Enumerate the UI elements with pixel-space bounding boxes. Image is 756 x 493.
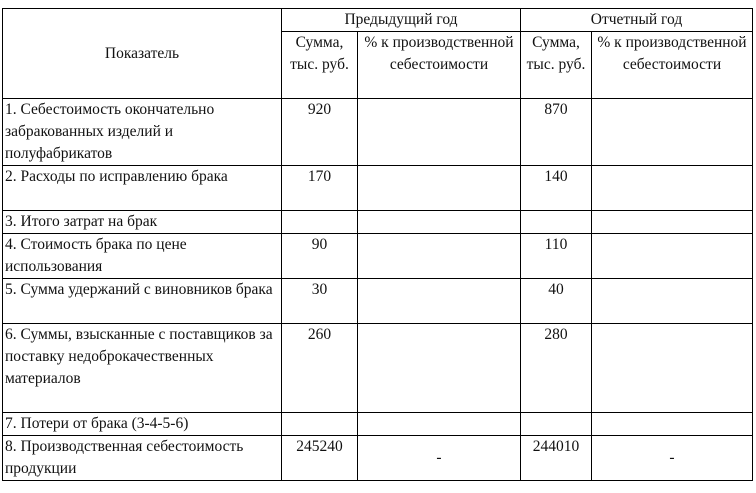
row-name: 6. Суммы, взысканные с поставщиков за поставку недоброкачественных материалов: [3, 324, 282, 413]
row-prev-sum: 245240: [282, 436, 358, 481]
row-prev-sum: 30: [282, 279, 358, 324]
row-name: 3. Итого затрат на брак: [3, 211, 282, 234]
row-report-sum: 140: [521, 166, 592, 211]
header-pct-report: % к производственной себестоимости: [592, 32, 753, 99]
row-prev-sum: [282, 413, 358, 436]
table-row: [3, 99, 753, 166]
table-row: [3, 211, 753, 234]
table-row: [3, 166, 753, 211]
row-prev-pct: [358, 279, 521, 324]
row-prev-pct: [358, 99, 521, 166]
row-prev-pct: [358, 211, 521, 234]
row-report-pct: -: [592, 436, 753, 481]
table-row: [3, 324, 753, 413]
row-report-sum: 244010: [521, 436, 592, 481]
row-prev-pct: [358, 324, 521, 413]
row-name: 7. Потери от брака (3-4-5-6): [3, 413, 282, 436]
header-sum-report: Сумма, тыс. руб.: [521, 32, 592, 99]
row-name: 8. Производственная себестоимость продукции: [3, 436, 282, 481]
header-pct-prev: % к производственной себестоимости: [358, 32, 521, 99]
row-name: 4. Стоимость брака по цене использования: [3, 234, 282, 279]
header-report-year: Отчетный год: [521, 9, 753, 32]
row-prev-sum: [282, 211, 358, 234]
row-report-sum: 40: [521, 279, 592, 324]
row-prev-pct: [358, 166, 521, 211]
row-report-sum: [521, 211, 592, 234]
row-report-sum: 870: [521, 99, 592, 166]
row-name: 1. Себестоимость окончательно забракованных изделий и полуфабрикатов: [3, 99, 282, 166]
table-row: [3, 436, 753, 481]
row-prev-pct: -: [358, 436, 521, 481]
row-report-sum: 280: [521, 324, 592, 413]
row-report-pct: [592, 166, 753, 211]
header-prev-year: Предыдущий год: [282, 9, 521, 32]
row-prev-sum: 90: [282, 234, 358, 279]
table-row: [3, 413, 753, 436]
defect-losses-table: [2, 8, 753, 481]
row-report-pct: [592, 99, 753, 166]
header-indicator: Показатель: [3, 9, 282, 99]
row-report-sum: 110: [521, 234, 592, 279]
row-name: 5. Сумма удержаний с виновников брака: [3, 279, 282, 324]
row-prev-sum: 170: [282, 166, 358, 211]
row-prev-pct: [358, 413, 521, 436]
row-report-pct: [592, 279, 753, 324]
header-sum-prev: Сумма, тыс. руб.: [282, 32, 358, 99]
row-name: 2. Расходы по исправлению брака: [3, 166, 282, 211]
row-report-pct: [592, 324, 753, 413]
row-report-pct: [592, 413, 753, 436]
row-prev-sum: 260: [282, 324, 358, 413]
row-report-pct: [592, 211, 753, 234]
table-row: [3, 279, 753, 324]
row-report-sum: [521, 413, 592, 436]
row-prev-pct: [358, 234, 521, 279]
row-prev-sum: 920: [282, 99, 358, 166]
row-report-pct: [592, 234, 753, 279]
table-row: [3, 234, 753, 279]
